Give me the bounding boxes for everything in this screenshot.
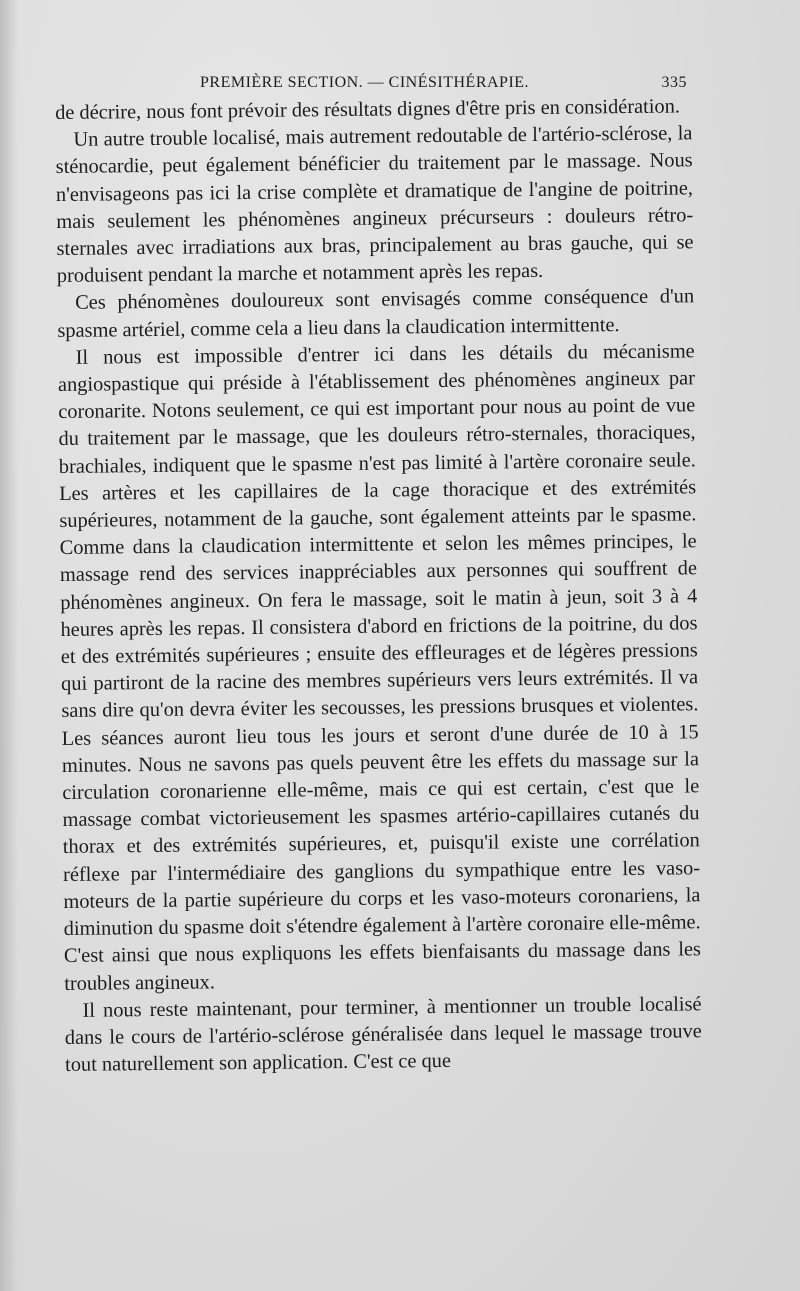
- paragraph-continuation: de décrire, nous font prévoir des résultats dignes d'être pris en considération.: [55, 95, 681, 124]
- paragraph-dernier-trouble: Il nous reste maintenant, pour terminer, à mentionner un trouble localisé dans le cours de l'artério-sclérose généralisée dans lequel le massage trouve tout naturellement son application. C'est ce que: [64, 992, 702, 1077]
- body-text: [55, 93, 702, 1079]
- paragraph-mecanisme: Il nous est impossible d'entrer ici dans les détails du mécanisme angiospastique qui préside à l'établissement des phénomènes angineux par coronarite. Notons seulement, ce qui est important pour nous au point de vue du traitement par le massage, que les douleurs rétro-sternales, thoraciques, brachiales, indiquent que le spasme n'est pas limité à l'artère coronaire seule. Les artères et les capillaires de la cage thoracique et des extrémités supérieures, notamment de la gauche, sont également atteints par le spasme. Comme dans la claudication intermittente et selon les mêmes principes, le massage rend des services inappréciables aux personnes qui souffrent de phénomènes angineux. On fera le massage, soit le matin à jeun, soit 3 à 4 heures après les repas. Il consistera d'abord en frictions de la poitrine, du dos et des extrémités supérieures ; ensuite des effleurages et de légères pressions qui partiront de la racine des membres supérieurs vers leurs extrémités. Il va sans dire qu'on devra éviter les secousses, les pressions brusques et violentes. Les séances auront lieu tous les jours et seront d'une durée de 10 à 15 minutes. Nous ne savons pas quels peuvent être les effets du massage sur la circulation coronarienne elle-même, mais ce qui est certain, c'est que le massage combat victorieusement les spasmes artério-capillaires cutanés du thorax et des extrémités supérieures, et, puisqu'il existe une corrélation réflexe par l'intermédiaire des ganglions du sympathique entre les vaso-moteurs de la partie supérieure du corps et les vaso-moteurs coronariens, la diminution du spasme doit s'étendre également à l'artère coronaire elle-même. C'est ainsi que nous expliquons les effets bienfaisants du massage dans les troubles angineux.: [57, 340, 702, 995]
- paragraph-spasme: Ces phénomènes douloureux sont envisagés comme conséquence d'un spasme artériel, comme cela a lieu dans la claudication intermittente.: [57, 285, 695, 342]
- paragraph-stenocardie: Un autre trouble localisé, mais autrement redoutable de l'artério-sclérose, la sténocardie, peut également bénéficier du traitement par le massage. Nous n'envisageons pas ici la crise complète et dramatique de l'angine de poitrine, mais seulement les phénomènes angineux précurseurs : douleurs rétro-sternales avec irradiations aux bras, principalement au bras gauche, qui se produisent pendant la marche et notamment après les repas.: [55, 122, 694, 288]
- page-header: [200, 68, 687, 96]
- page-edge-shadow: [0, 0, 18, 1291]
- running-head: PREMIÈRE SECTION. — CINÉSITHÉRAPIE.: [200, 74, 530, 91]
- page-number: 335: [661, 74, 687, 91]
